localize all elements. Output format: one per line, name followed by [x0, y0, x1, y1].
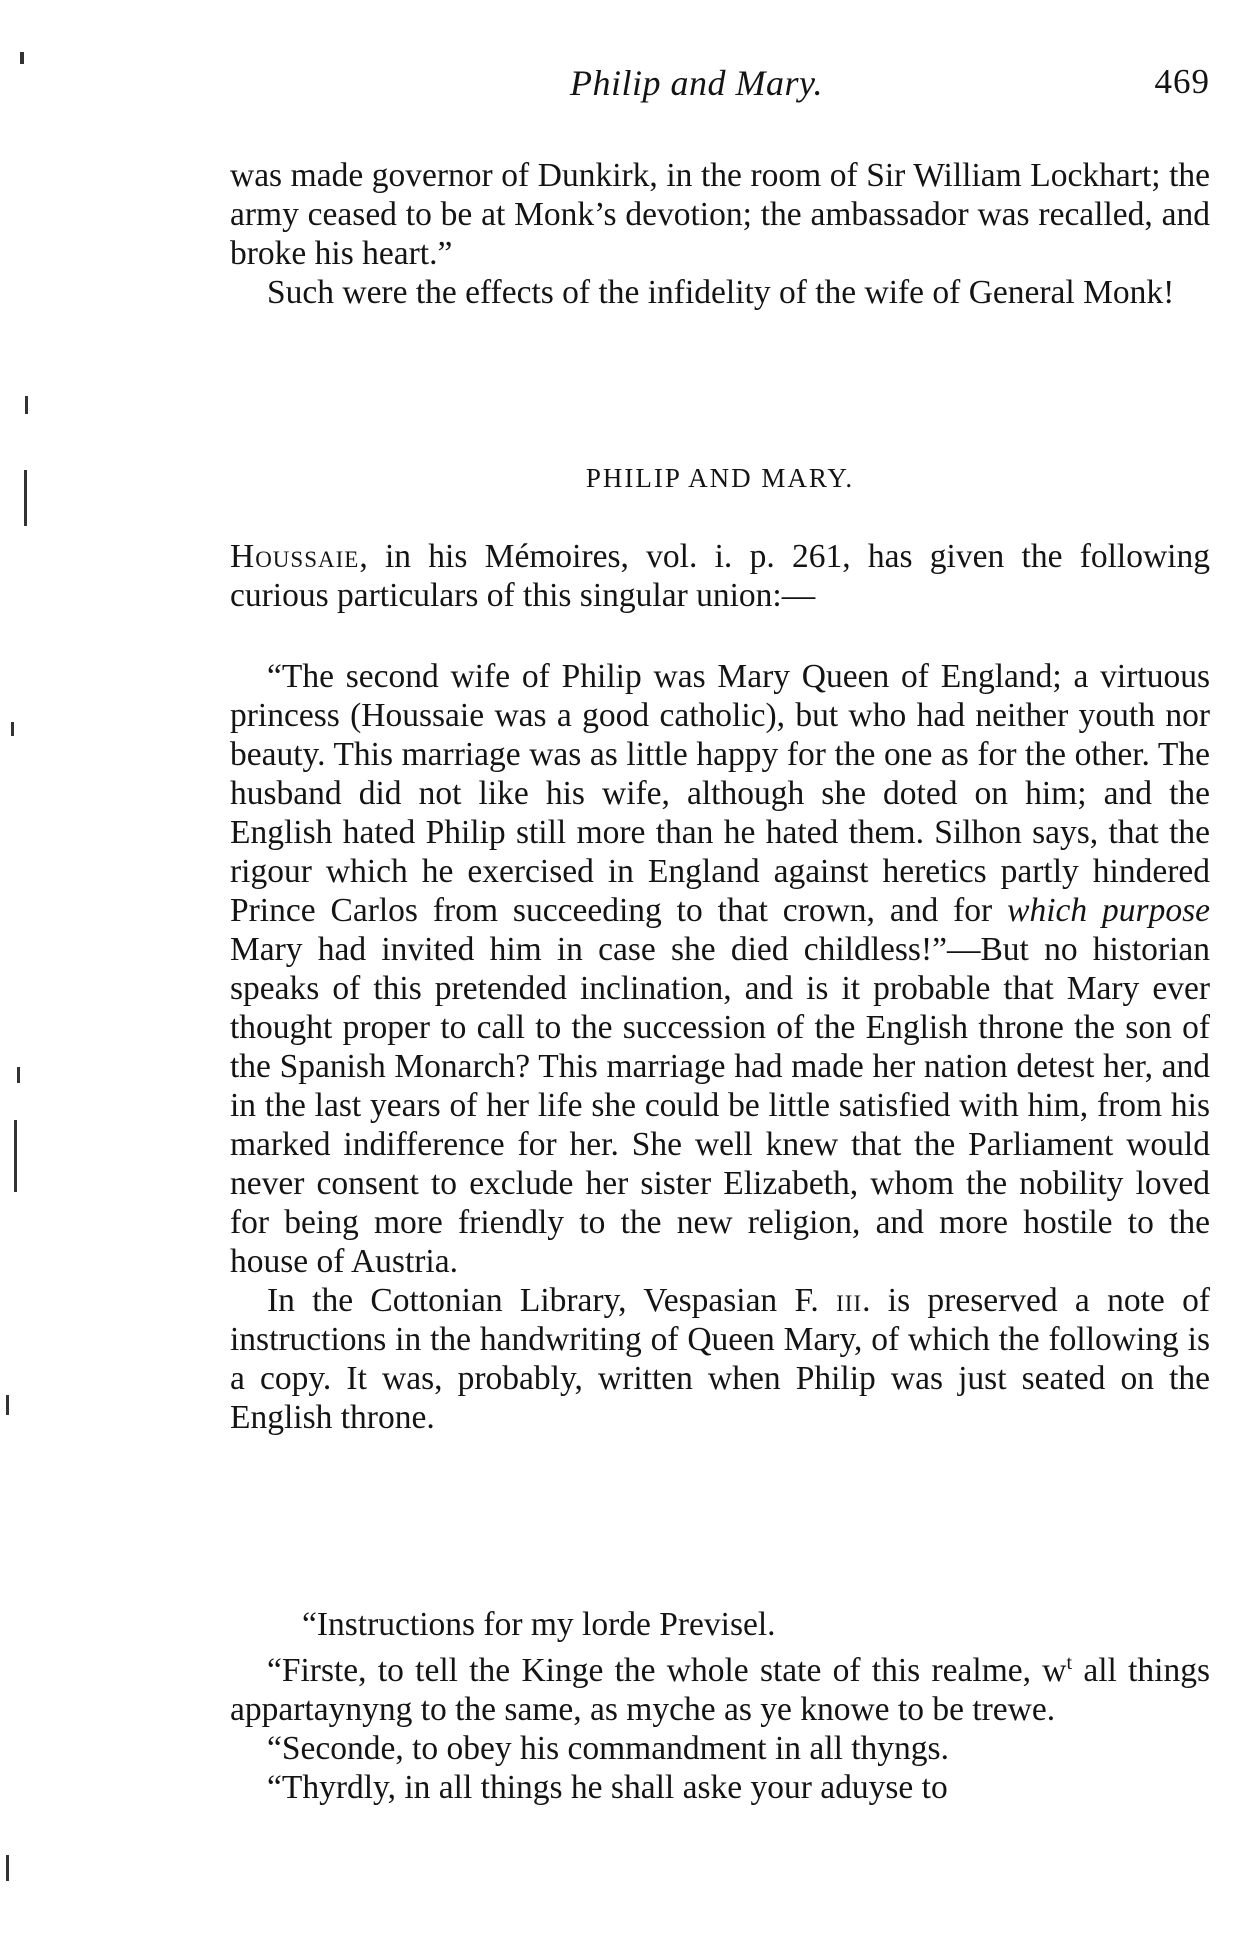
quote-part-1: “The second wife of Philip was Mary Queen of England; a virtuous princess (Houssaie was a good catholic), but who had neither youth nor beauty. This marriage was as little happy for the one as for the other. The husband did not like his wife, although she doted on him; and the English hated Philip still more than he hated them. Silhon says, that the rigour which he exercised in England against heretics partly hindered Prince Carlos from succeeding to that crown, and for — [230, 658, 1210, 929]
instructions-title: “Instructions for my lorde Previsel. — [302, 1606, 776, 1643]
margin-mark — [25, 396, 28, 414]
intro-paragraph — [230, 537, 1210, 615]
paragraph-monk: Such were the effects of the infidelity of the wife of General Monk! — [267, 274, 1175, 311]
quote-italic: which purpose — [1007, 892, 1210, 929]
running-title: Philip and Mary. — [570, 63, 823, 103]
instruction-first-a: “Firste, to tell the Kinge the whole state of this realme, w — [267, 1652, 1067, 1690]
cotton-part-2: . is preserved a note of instructions in the handwriting of Queen Mary, of which the following is a copy. It was, probably, written when Philip was just seated on the English throne. — [230, 1282, 1210, 1436]
margin-mark — [17, 1067, 20, 1083]
opening-text — [230, 156, 1210, 312]
continued-paragraph: was made governor of Dunkirk, in the room of Sir William Lockhart; the army ceased to be at Monk’s devotion; the ambassador was recalled, and broke his heart.” — [230, 157, 1210, 272]
margin-mark — [6, 1395, 9, 1415]
instructions-block — [230, 1605, 1210, 1807]
instruction-first-sup: t — [1066, 1652, 1073, 1674]
intro-author: Houssaie — [230, 538, 360, 575]
running-head — [230, 62, 1210, 112]
margin-mark — [14, 1120, 17, 1192]
cotton-part-1: In the Cottonian Library, Vespasian F. — [267, 1282, 837, 1319]
margin-mark — [6, 1855, 9, 1881]
intro-rest: , in his Mémoires, vol. i. p. 261, has given the following curious particulars of this singular union:— — [230, 538, 1210, 614]
quote-block — [230, 657, 1210, 1437]
quote-part-2: Mary had invited him in case she died childless!”—But no historian speaks of this pretended inclination, and is it probable that Mary ever thought proper to call to the succession of the English throne the son of the Spanish Monarch? This marriage had made her nation detest her, and in the last years of her life she could be little satisfied with him, from his marked indifference for her. She well knew that the Parliament would never consent to exclude her sister Elizabeth, whom the nobility loved for being more friendly to the new religion, and more hostile to the house of Austria. — [230, 931, 1210, 1280]
instruction-third: “Thyrdly, in all things he shall aske your aduyse to — [267, 1769, 948, 1807]
margin-mark — [20, 52, 24, 64]
section-heading: PHILIP AND MARY. — [585, 463, 855, 493]
instruction-second: “Seconde, to obey his commandment in all thyngs. — [267, 1730, 949, 1768]
page-number: 469 — [1154, 62, 1210, 101]
margin-mark — [24, 470, 27, 526]
cotton-smallcaps: iii — [836, 1282, 863, 1319]
margin-mark — [11, 722, 14, 736]
instruction-first-b: all things appartaynyng to the same, as myche as ye knowe to be trewe. — [230, 1652, 1210, 1729]
